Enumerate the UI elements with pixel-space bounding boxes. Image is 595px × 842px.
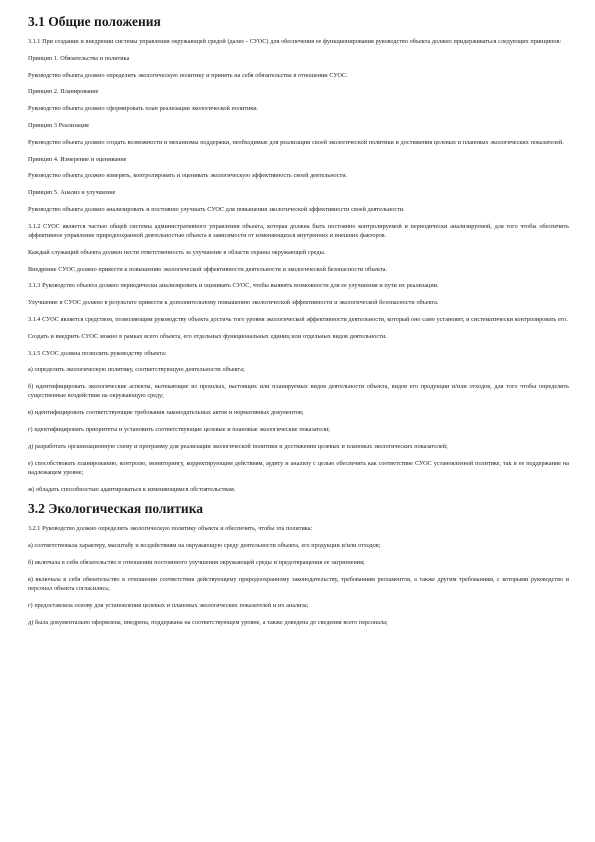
- list-item: в) включала в себя обязательство в отношении соответствия действующему природоохранному законодательству, требованиям регламентов, а также другим требованиям, с которыми руководство и персонал объекта согласились;: [28, 575, 569, 592]
- list-item: г) идентифицировать приоритеты и установить соответствующие целевые и плановые экологические показатели;: [28, 425, 330, 433]
- list-item: г) предоставляла основу для установления целевых и плановых экологических показателей и их анализа;: [28, 601, 309, 609]
- section-heading-general: 3.1 Общие положения: [28, 14, 161, 29]
- paragraph: Руководство объекта должно определить экологическую политику и принять на себя обязательства в отношении СУОС.: [28, 71, 348, 79]
- paragraph: Принцип 4. Измерение и оценивание: [28, 155, 127, 163]
- section-body-policy: [28, 524, 569, 626]
- paragraph: 3.1.5 СУОС должна позволить руководству объекта:: [28, 349, 167, 357]
- paragraph: 3.1.3 Руководство объекта должно периодически анализировать и оценивать СУОС, чтобы выявить возможности для ее улучшения и пути их реализации.: [28, 282, 439, 290]
- paragraph: Руководство объекта должно измерять, контролировать и оценивать экологическую эффективность своей деятельности.: [28, 172, 348, 180]
- list-item: б) включала в себя обязательство в отношении постоянного улучшения окружающей среды и предотвращения ее загрязнения;: [28, 558, 365, 566]
- paragraph: Руководство объекта должно анализировать и постоянно улучшать СУОС для повышения экологической эффективности своей деятельности.: [28, 205, 405, 213]
- list-item: в) идентифицировать соответствующие требования законодательных актов и нормативных документов;: [28, 409, 304, 417]
- list-item: д) разработать организационную схему и программу для реализации экологической политики и достижения целевых и плановых экологических показателей;: [28, 442, 448, 450]
- section-heading-policy: 3.2 Экологическая политика: [28, 501, 204, 517]
- paragraph: 3.1.2 СУОС является частью общей системы административного управления объекта, которая должна быть постоянно контролируемой и периодически анализируемой, для того чтобы обеспечить эффективное управление природоохранной деятельностью объекта в зависимости от изменяющихся внутренних и внешних факторов.: [28, 222, 569, 239]
- paragraph: Принцип 5. Анализ и улучшение: [28, 189, 116, 197]
- paragraph: Руководство объекта должно сформировать план реализации экологической политики.: [28, 105, 259, 113]
- paragraph: Принцип 1. Обязательства и политика: [28, 54, 130, 62]
- paragraph: Принцип 2. Планирование: [28, 88, 99, 96]
- paragraph: Принцип 3 Реализация: [28, 121, 89, 129]
- list-item: ж) обладать способностью адаптироваться к изменяющимся обстоятельствам.: [28, 485, 236, 493]
- paragraph: 3.2.1 Руководство должно определить экологическую политику объекта и обеспечить, чтобы эта политика:: [28, 525, 313, 533]
- paragraph: 3.1.1 При создании и внедрении системы управления окружающей средой (далее - СУОС) для обеспечения ее функционирования руководство объекта должно придерживаться следующих принципов:: [28, 38, 562, 45]
- list-item: е) способствовать планированию, контролю, мониторингу, корректирующим действиям, аудиту и анализу с целью обеспечить как соответствие СУОС установленной политике, так и ее поддержание на надлежащем уровне;: [28, 459, 569, 476]
- paragraph: Руководство объекта должно создать возможности и механизмы поддержки, необходимые для реализации своей экологической политики и достижения целевых и плановых экологических показателей.: [28, 138, 564, 146]
- list-item: д) была документально оформлена, внедрена, поддержана на соответствующем уровне, а также доведена до сведения всего персонала;: [28, 618, 388, 626]
- list-item: а) соответствовала характеру, масштабу и воздействиям на окружающую среду деятельности объекта, его продукции и/или отходов;: [28, 542, 381, 550]
- paragraph: Внедрение СУОС должно привести к повышению экологической эффективности деятельности и экологической безопасности объекта.: [28, 265, 387, 273]
- section-body-general: [28, 37, 569, 494]
- paragraph: Создать и внедрить СУОС можно в рамках всего объекта, его отдельных функциональных единиц или отдельных видов деятельности.: [28, 332, 387, 340]
- paragraph: Улучшение в СУОС должно в результате привести к дополнительному повышению экологической эффективности и экологической безопасности объекта.: [28, 299, 439, 307]
- list-item: а) определить экологическую политику, соответствующую деятельности объекта;: [28, 366, 245, 374]
- paragraph: 3.1.4 СУОС является средством, позволяющим руководству объекта достичь того уровня экологической эффективности деятельности, который оно само установит, и систематически контролировать его.: [28, 315, 568, 323]
- paragraph: Каждый служащий объекта должен нести ответственность за улучшение в области охраны окружающей среды.: [28, 248, 326, 256]
- list-item: б) идентифицировать экологические аспекты, вытекающие из прошлых, настоящих или планируемых видов деятельности объекта, видов его продукции и/или отходов, для того чтобы определить существенные воздействия на окружающую среду;: [28, 383, 569, 400]
